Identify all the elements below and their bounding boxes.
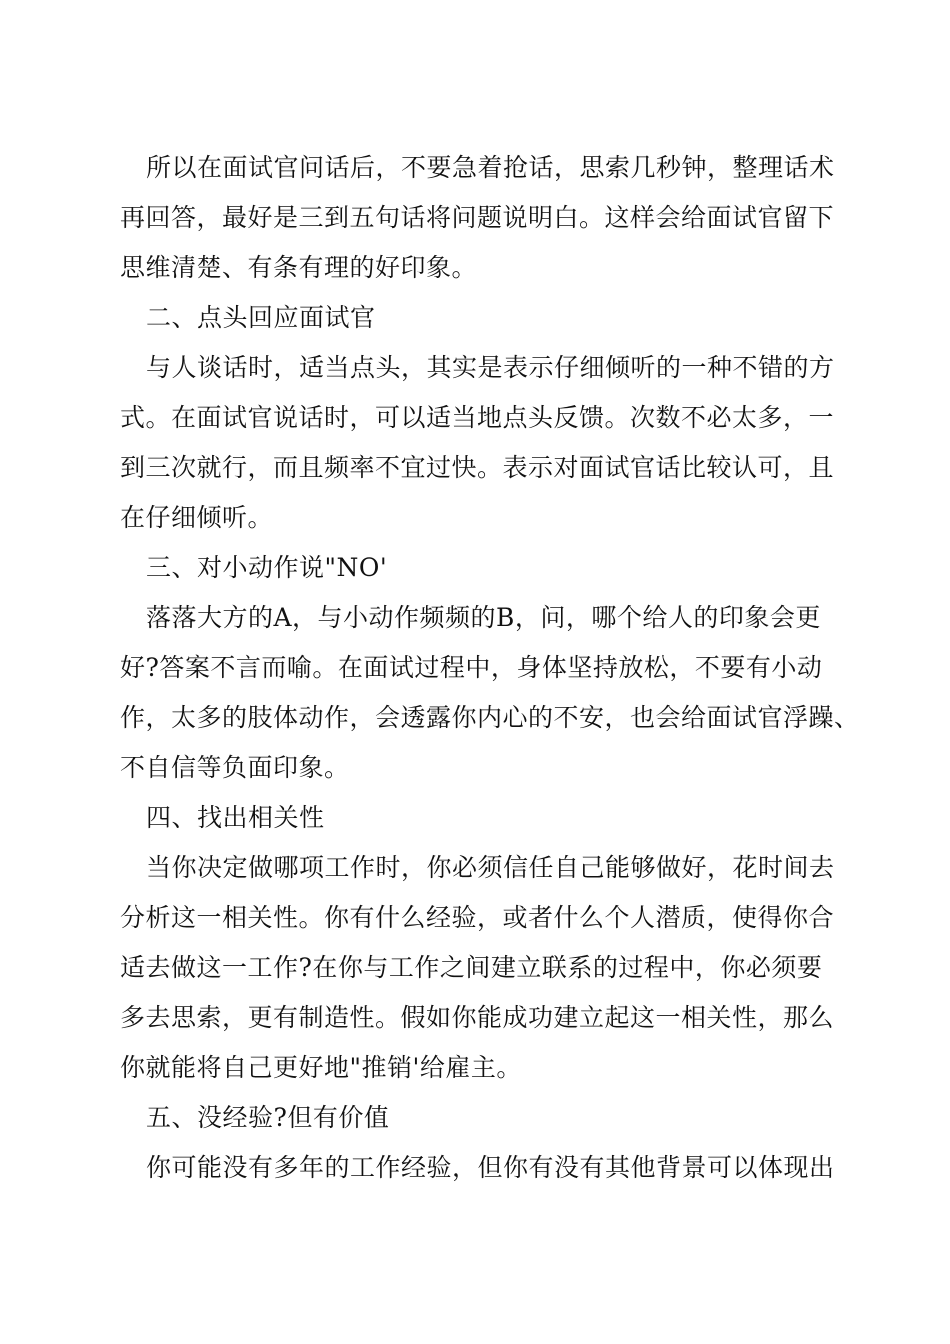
section-heading: 二、点头回应面试官	[146, 303, 376, 332]
paragraph-line: 分析这一相关性。你有什么经验，或者什么个人潜质，使得你合	[120, 903, 835, 932]
paragraph-line: 落落大方的A，与小动作频频的B，问，哪个给人的印象会更	[146, 603, 821, 632]
section-heading: 五、没经验?但有价值	[146, 1103, 390, 1132]
paragraph-line: 不自信等负面印象。	[120, 753, 350, 782]
section-heading: 三、对小动作说"NO'	[146, 553, 388, 582]
paragraph-line: 好?答案不言而喻。在面试过程中，身体坚持放松，不要有小动	[120, 653, 823, 682]
section-heading: 四、找出相关性	[146, 803, 325, 832]
paragraph-line: 所以在面试官问话后，不要急着抢话，思索几秒钟，整理话术	[146, 153, 835, 182]
paragraph-line: 当你决定做哪项工作时，你必须信任自己能够做好，花时间去	[146, 853, 835, 882]
paragraph-line: 思维清楚、有条有理的好印象。	[120, 253, 478, 282]
paragraph-line: 到三次就行，而且频率不宜过快。表示对面试官话比较认可，且	[120, 453, 835, 482]
paragraph-line: 与人谈话时，适当点头，其实是表示仔细倾听的一种不错的方	[146, 353, 835, 382]
paragraph-line: 作，太多的肢体动作，会透露你内心的不安，也会给面试官浮躁、	[120, 703, 860, 732]
paragraph-line: 式。在面试官说话时，可以适当地点头反馈。次数不必太多，一	[120, 403, 835, 432]
paragraph-line: 适去做这一工作?在你与工作之间建立联系的过程中，你必须要	[120, 953, 823, 982]
paragraph-line: 你就能将自己更好地"推销'给雇主。	[120, 1053, 522, 1082]
paragraph-line: 在仔细倾听。	[120, 503, 274, 532]
paragraph-line: 再回答，最好是三到五句话将问题说明白。这样会给面试官留下	[120, 203, 835, 232]
paragraph-line: 你可能没有多年的工作经验，但你有没有其他背景可以体现出	[146, 1153, 835, 1182]
paragraph-line: 多去思索，更有制造性。假如你能成功建立起这一相关性，那么	[120, 1003, 835, 1032]
